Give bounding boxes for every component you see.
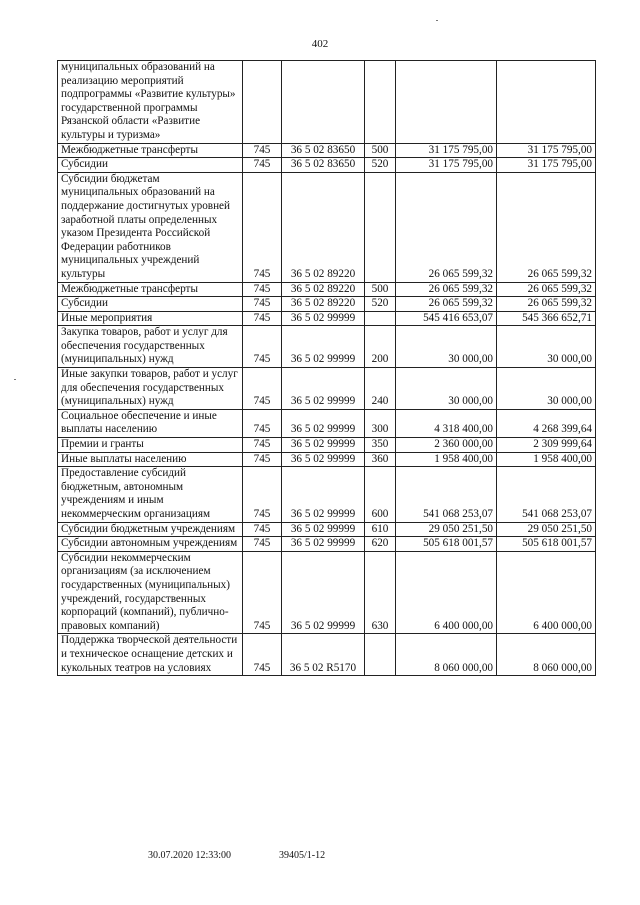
row-vr: 620	[365, 537, 396, 552]
row-csr: 36 5 02 99999	[282, 409, 365, 437]
row-grbs: 745	[243, 172, 282, 282]
row-plan: 29 050 251,50	[396, 522, 497, 537]
row-vr	[365, 172, 396, 282]
table-row	[58, 368, 596, 410]
table-row	[58, 551, 596, 634]
table-row	[58, 438, 596, 453]
table-row	[58, 409, 596, 437]
row-name: Иные закупки товаров, работ и услуг для обеспечения государственных (муниципальных) нужд	[58, 368, 243, 410]
row-grbs: 745	[243, 297, 282, 312]
budget-table	[57, 60, 596, 676]
table-row	[58, 634, 596, 676]
table-row	[58, 467, 596, 522]
row-csr: 36 5 02 99999	[282, 368, 365, 410]
row-exec: 6 400 000,00	[497, 551, 596, 634]
row-vr: 500	[365, 282, 396, 297]
row-vr: 240	[365, 368, 396, 410]
table-row	[58, 61, 596, 144]
row-exec: 4 268 399,64	[497, 409, 596, 437]
row-csr: 36 5 02 99999	[282, 311, 365, 326]
row-plan: 26 065 599,32	[396, 297, 497, 312]
row-csr: 36 5 02 R5170	[282, 634, 365, 676]
row-exec: 26 065 599,32	[497, 282, 596, 297]
row-vr: 630	[365, 551, 396, 634]
row-plan: 6 400 000,00	[396, 551, 497, 634]
row-vr	[365, 634, 396, 676]
row-vr: 360	[365, 452, 396, 467]
row-name: Субсидии	[58, 297, 243, 312]
row-name: Премии и гранты	[58, 438, 243, 453]
row-plan	[396, 61, 497, 144]
row-name: Субсидии бюджетным учреждениям	[58, 522, 243, 537]
row-grbs: 745	[243, 326, 282, 368]
row-name: Межбюджетные трансферты	[58, 143, 243, 158]
table-row	[58, 326, 596, 368]
row-grbs: 745	[243, 438, 282, 453]
row-exec: 8 060 000,00	[497, 634, 596, 676]
row-exec: 29 050 251,50	[497, 522, 596, 537]
row-name: Предоставление субсидий бюджетным, автономным учреждениям и иным некоммерческим организациям	[58, 467, 243, 522]
row-exec: 26 065 599,32	[497, 172, 596, 282]
footer-doc-code: 39405/1-12	[279, 850, 326, 861]
row-vr: 200	[365, 326, 396, 368]
row-grbs: 745	[243, 634, 282, 676]
row-name: Иные мероприятия	[58, 311, 243, 326]
row-csr: 36 5 02 83650	[282, 158, 365, 173]
row-exec: 26 065 599,32	[497, 297, 596, 312]
row-vr: 300	[365, 409, 396, 437]
row-vr: 520	[365, 158, 396, 173]
table-row	[58, 537, 596, 552]
row-csr: 36 5 02 83650	[282, 143, 365, 158]
row-grbs: 745	[243, 522, 282, 537]
row-grbs: 745	[243, 143, 282, 158]
row-name: Закупка товаров, работ и услуг для обеспечения государственных (муниципальных) нужд	[58, 326, 243, 368]
row-plan: 2 360 000,00	[396, 438, 497, 453]
row-vr: 500	[365, 143, 396, 158]
table-row	[58, 172, 596, 282]
row-vr: 600	[365, 467, 396, 522]
row-plan: 4 318 400,00	[396, 409, 497, 437]
row-vr: 610	[365, 522, 396, 537]
row-grbs: 745	[243, 467, 282, 522]
row-csr: 36 5 02 99999	[282, 522, 365, 537]
row-csr	[282, 61, 365, 144]
row-vr: 520	[365, 297, 396, 312]
table-row	[58, 452, 596, 467]
row-name: муниципальных образований на реализацию мероприятий подпрограммы «Развитие культуры» государственной программы Рязанской области «Развитие культуры и туризма»	[58, 61, 243, 144]
row-plan: 545 416 653,07	[396, 311, 497, 326]
row-name: Межбюджетные трансферты	[58, 282, 243, 297]
row-name: Иные выплаты населению	[58, 452, 243, 467]
scan-speck	[436, 20, 438, 21]
row-grbs: 745	[243, 368, 282, 410]
row-vr	[365, 311, 396, 326]
row-grbs: 745	[243, 158, 282, 173]
row-name: Субсидии автономным учреждениям	[58, 537, 243, 552]
row-plan: 31 175 795,00	[396, 143, 497, 158]
table-row	[58, 311, 596, 326]
table-row	[58, 158, 596, 173]
row-exec	[497, 61, 596, 144]
row-exec: 1 958 400,00	[497, 452, 596, 467]
row-exec: 31 175 795,00	[497, 143, 596, 158]
row-plan: 26 065 599,32	[396, 282, 497, 297]
row-grbs: 745	[243, 452, 282, 467]
row-plan: 1 958 400,00	[396, 452, 497, 467]
row-csr: 36 5 02 99999	[282, 326, 365, 368]
row-grbs: 745	[243, 551, 282, 634]
row-csr: 36 5 02 99999	[282, 452, 365, 467]
row-plan: 30 000,00	[396, 326, 497, 368]
row-exec: 545 366 652,71	[497, 311, 596, 326]
row-vr	[365, 61, 396, 144]
row-csr: 36 5 02 89220	[282, 172, 365, 282]
footer-datetime: 30.07.2020 12:33:00	[148, 850, 232, 861]
scan-speck	[14, 379, 16, 380]
row-grbs: 745	[243, 409, 282, 437]
row-csr: 36 5 02 99999	[282, 537, 365, 552]
row-plan: 30 000,00	[396, 368, 497, 410]
row-plan: 8 060 000,00	[396, 634, 497, 676]
table-row	[58, 297, 596, 312]
table-row	[58, 282, 596, 297]
row-name: Субсидии	[58, 158, 243, 173]
row-grbs: 745	[243, 282, 282, 297]
row-exec: 541 068 253,07	[497, 467, 596, 522]
table-row	[58, 522, 596, 537]
row-csr: 36 5 02 99999	[282, 467, 365, 522]
row-exec: 30 000,00	[497, 368, 596, 410]
row-exec: 505 618 001,57	[497, 537, 596, 552]
row-name: Социальное обеспечение и иные выплаты населению	[58, 409, 243, 437]
table-row	[58, 143, 596, 158]
page-number: 402	[311, 38, 329, 50]
row-csr: 36 5 02 99999	[282, 551, 365, 634]
row-name: Поддержка творческой деятельности и техническое оснащение детских и кукольных театров на условиях	[58, 634, 243, 676]
row-plan: 505 618 001,57	[396, 537, 497, 552]
row-grbs	[243, 61, 282, 144]
row-grbs: 745	[243, 311, 282, 326]
row-csr: 36 5 02 89220	[282, 282, 365, 297]
row-name: Субсидии некоммерческим организациям (за исключением государственных (муниципальных) учреждений, государственных корпораций (компаний), публично-правовых компаний)	[58, 551, 243, 634]
row-exec: 2 309 999,64	[497, 438, 596, 453]
row-plan: 26 065 599,32	[396, 172, 497, 282]
row-grbs: 745	[243, 537, 282, 552]
row-plan: 31 175 795,00	[396, 158, 497, 173]
row-csr: 36 5 02 99999	[282, 438, 365, 453]
row-csr: 36 5 02 89220	[282, 297, 365, 312]
row-exec: 30 000,00	[497, 326, 596, 368]
row-vr: 350	[365, 438, 396, 453]
row-plan: 541 068 253,07	[396, 467, 497, 522]
row-name: Субсидии бюджетам муниципальных образований на поддержание достигнутых уровней заработной платы определенных указом Президента Российской Федерации работников муниципальных учреждений культуры	[58, 172, 243, 282]
row-exec: 31 175 795,00	[497, 158, 596, 173]
